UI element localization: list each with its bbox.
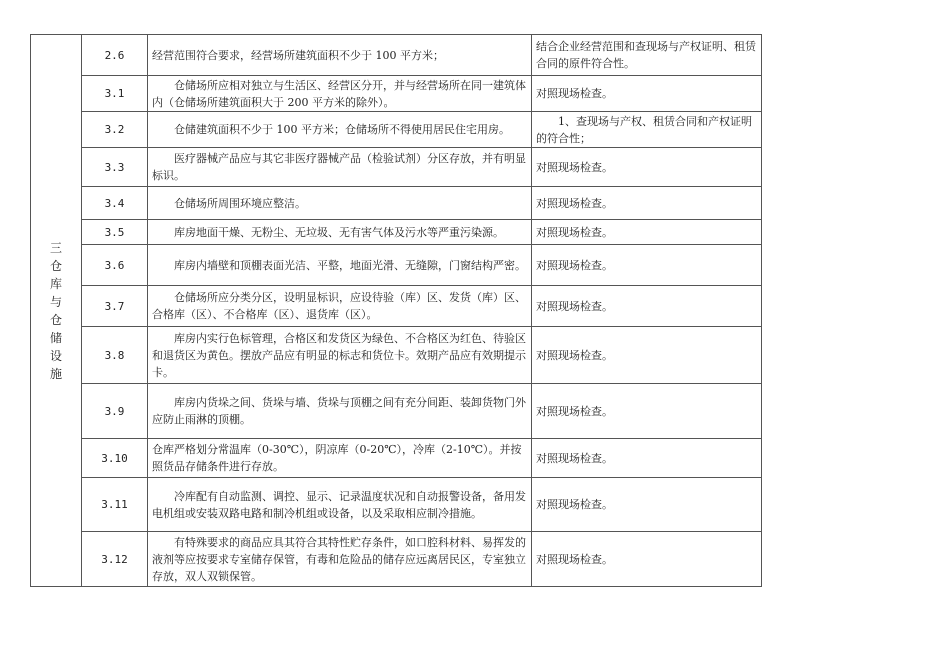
table-row [31, 187, 762, 220]
inspection-method: 对照现场检查。 [532, 439, 762, 478]
requirement-text: 库房内墙壁和顶棚表面光洁、平整，地面光滑、无缝隙，门窗结构严密。 [148, 245, 532, 286]
inspection-table [30, 34, 762, 587]
inspection-method: 对照现场检查。 [532, 532, 762, 587]
item-number: 3.6 [82, 245, 148, 286]
requirement-text: 仓储建筑面积不少于 100 平方米；仓储场所不得使用居民住宅用房。 [148, 112, 532, 148]
item-number: 3.9 [82, 384, 148, 439]
item-number: 3.1 [82, 76, 148, 112]
item-number: 3.10 [82, 439, 148, 478]
table-row [31, 532, 762, 587]
item-number: 3.5 [82, 220, 148, 245]
inspection-method: 对照现场检查。 [532, 187, 762, 220]
table-row [31, 439, 762, 478]
requirement-text: 库房内货垛之间、货垛与墙、货垛与顶棚之间有充分间距、装卸货物门外应防止雨淋的顶棚。 [148, 384, 532, 439]
section-cell [31, 35, 82, 587]
item-number: 3.11 [82, 478, 148, 532]
requirement-text: 仓库严格划分常温库（0-30℃），阴凉库（0-20℃），冷库（2-10℃）。并按照货品存储条件进行存放。 [148, 439, 532, 478]
table-row [31, 384, 762, 439]
table-row [31, 327, 762, 384]
item-number: 3.2 [82, 112, 148, 148]
requirement-text: 经营范围符合要求，经营场所建筑面积不少于 100 平方米； [148, 35, 532, 76]
requirement-text: 仓储场所周围环境应整洁。 [148, 187, 532, 220]
inspection-method: 对照现场检查。 [532, 384, 762, 439]
requirement-text: 库房内实行色标管理，合格区和发货区为绿色、不合格区为红色、待验区和退货区为黄色。摆放产品应有明显的标志和货位卡。效期产品应有效期提示卡。 [148, 327, 532, 384]
table-row [31, 76, 762, 112]
inspection-method: 结合企业经营范围和查现场与产权证明、租赁合同的原件符合性。 [532, 35, 762, 76]
requirement-text: 仓储场所应分类分区，设明显标识，应设待验（库）区、发货（库）区、合格库（区）、不合格库（区）、退货库（区）。 [148, 286, 532, 327]
item-number: 3.12 [82, 532, 148, 587]
table-row [31, 478, 762, 532]
requirement-text: 医疗器械产品应与其它非医疗器械产品（检验试剂）分区存放，并有明显标识。 [148, 148, 532, 187]
inspection-method: 对照现场检查。 [532, 76, 762, 112]
inspection-method: 对照现场检查。 [532, 327, 762, 384]
table-row [31, 112, 762, 148]
table-row [31, 148, 762, 187]
inspection-method: 1、查现场与产权、租赁合同和产权证明的符合性； [532, 112, 762, 148]
requirement-text: 有特殊要求的商品应具其符合其特性贮存条件，如口腔科材料、易挥发的液剂等应按要求专室储存保管，有毒和危险品的储存应远离居民区，专室独立存放，双人双锁保管。 [148, 532, 532, 587]
item-number: 3.3 [82, 148, 148, 187]
table-row [31, 245, 762, 286]
requirement-text: 库房地面干燥、无粉尘、无垃圾、无有害气体及污水等严重污染源。 [148, 220, 532, 245]
inspection-method: 对照现场检查。 [532, 220, 762, 245]
inspection-method: 对照现场检查。 [532, 148, 762, 187]
inspection-method: 对照现场检查。 [532, 286, 762, 327]
requirement-text: 仓储场所应相对独立与生活区、经营区分开，并与经营场所在同一建筑体内（仓储场所建筑面积大于 200 平方米的除外）。 [148, 76, 532, 112]
item-number: 3.7 [82, 286, 148, 327]
item-number: 3.4 [82, 187, 148, 220]
inspection-method: 对照现场检查。 [532, 245, 762, 286]
item-number: 3.8 [82, 327, 148, 384]
inspection-method: 对照现场检查。 [532, 478, 762, 532]
table-row [31, 220, 762, 245]
table-row [31, 286, 762, 327]
table-row [31, 35, 762, 76]
requirement-text: 冷库配有自动监测、调控、显示、记录温度状况和自动报警设备，备用发电机组或安装双路电路和制冷机组或设备，以及采取相应制冷措施。 [148, 478, 532, 532]
section-label: 三仓库与仓储设施 [50, 240, 63, 381]
item-number: 2.6 [82, 35, 148, 76]
